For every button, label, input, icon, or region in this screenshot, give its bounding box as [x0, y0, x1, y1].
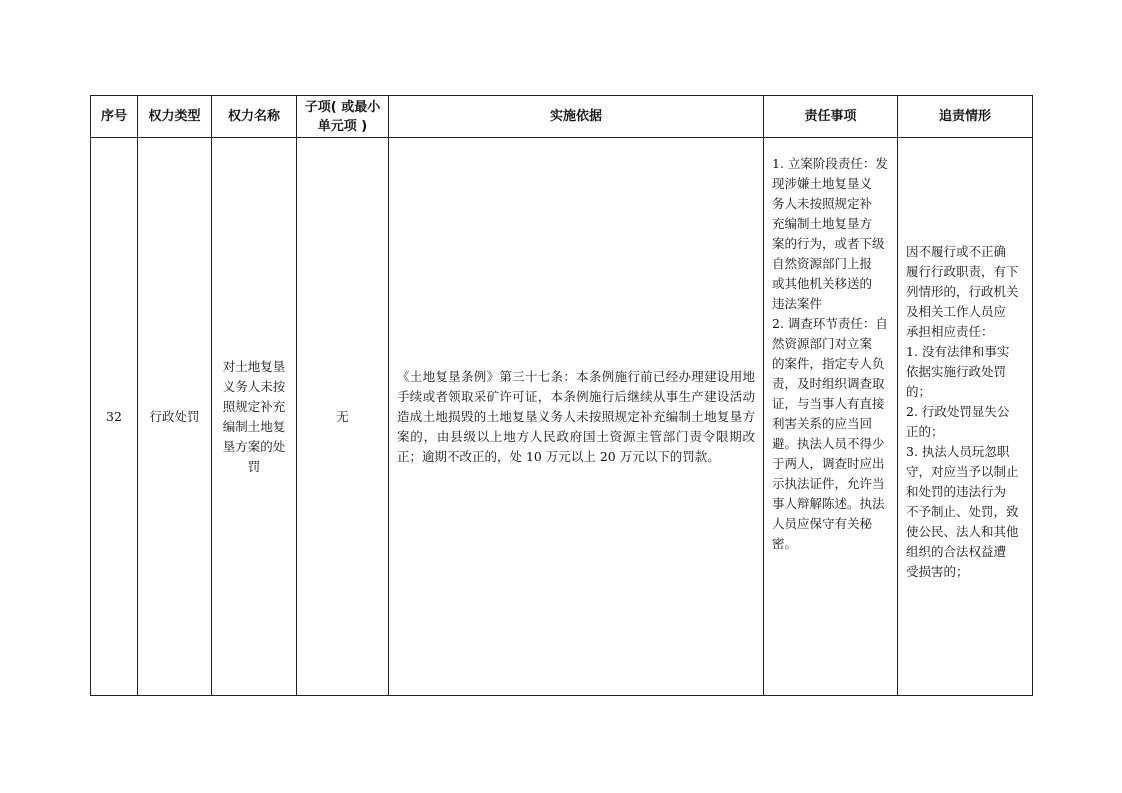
- accountability-line: 不予制止、处罚，致: [906, 504, 1019, 519]
- responsibility-line: 密。: [772, 536, 798, 551]
- responsibility-line: 的案件，指定专人负: [772, 356, 885, 371]
- responsibility-line: 自然资源部门上报: [772, 256, 873, 271]
- accountability-line: 使公民、法人和其他: [906, 524, 1019, 539]
- responsibility-line: 人员应保守有关秘: [772, 516, 873, 531]
- responsibility-line: 充编制土地复垦方: [772, 216, 873, 231]
- header-accountability: 追责情形: [898, 96, 1033, 138]
- responsibility-line: 然资源部门对立案: [772, 336, 873, 351]
- responsibility-line: 避。执法人员不得少: [772, 436, 885, 451]
- accountability-line: 1. 没有法律和事实: [906, 344, 1010, 359]
- accountability-line: 承担相应责任：: [906, 324, 994, 339]
- accountability-line: 列情形的，行政机关: [906, 284, 1019, 299]
- accountability-line: 依据实施行政处罚: [906, 364, 1007, 379]
- header-sub-item: 子项( 或最小单元项 ): [297, 96, 389, 138]
- accountability-line: 因不履行或不正确: [906, 244, 1007, 259]
- responsibility-line: 案的行为，或者下级: [772, 236, 885, 251]
- responsibility-line: 违法案件: [772, 296, 823, 311]
- cell-accountability: [898, 138, 1033, 696]
- header-seq: 序号: [91, 96, 138, 138]
- cell-sub-item: 无: [297, 138, 389, 696]
- accountability-line: 正的；: [906, 424, 944, 439]
- accountability-line: 组织的合法权益遭: [906, 544, 1007, 559]
- responsibility-line: 务人未按照规定补: [772, 196, 873, 211]
- power-table: [90, 95, 1033, 696]
- responsibility-line: 或其他机关移送的: [772, 276, 873, 291]
- accountability-line: 守，对应当予以制止: [906, 464, 1019, 479]
- responsibility-line: 现涉嫌土地复垦义: [772, 176, 873, 191]
- accountability-line: 和处罚的违法行为: [906, 484, 1007, 499]
- header-responsibility: 责任事项: [764, 96, 898, 138]
- accountability-line: 2. 行政处罚显失公: [906, 404, 1010, 419]
- responsibility-line: 利害关系的应当回: [772, 416, 873, 431]
- header-basis: 实施依据: [389, 96, 764, 138]
- cell-responsibility: [764, 138, 898, 696]
- responsibility-line: 1. 立案阶段责任：发: [772, 156, 888, 171]
- responsibility-line: 责，及时组织调查取: [772, 376, 885, 391]
- accountability-text: [906, 242, 1026, 582]
- responsibility-line: 证，与当事人有直接: [772, 396, 885, 411]
- table-row: [91, 138, 1033, 696]
- accountability-line: 的；: [906, 384, 932, 399]
- accountability-line: 3. 执法人员玩忽职: [906, 444, 1010, 459]
- accountability-line: 及相关工作人员应: [906, 304, 1007, 319]
- cell-power-name: 对土地复垦义务人未按照规定补充编制土地复垦方案的处罚: [212, 138, 297, 696]
- cell-power-type: 行政处罚: [138, 138, 212, 696]
- responsibility-line: 2. 调查环节责任：自: [772, 316, 888, 331]
- accountability-line: 履行行政职责，有下: [906, 264, 1019, 279]
- cell-basis: 《土地复垦条例》第三十七条：本条例施行前已经办理建设用地手续或者领取采矿许可证，本条例施行后继续从事生产建设活动造成土地损毁的土地复垦义务人未按照规定补充编制土地复垦方案的，由县级以上地方人民政府国土资源主管部门责令限期改正；逾期不改正的，处 10 万元以上 20 万元以下的罚款。: [389, 138, 764, 696]
- header-power-type: 权力类型: [138, 96, 212, 138]
- responsibility-line: 事人辩解陈述。执法: [772, 496, 885, 511]
- accountability-line: 受损害的；: [906, 564, 969, 579]
- header-row: [91, 96, 1033, 138]
- responsibility-text: [772, 154, 891, 554]
- header-power-name: 权力名称: [212, 96, 297, 138]
- responsibility-line: 示执法证件，允许当: [772, 476, 885, 491]
- cell-seq: 32: [91, 138, 138, 696]
- responsibility-line: 于两人，调查时应出: [772, 456, 885, 471]
